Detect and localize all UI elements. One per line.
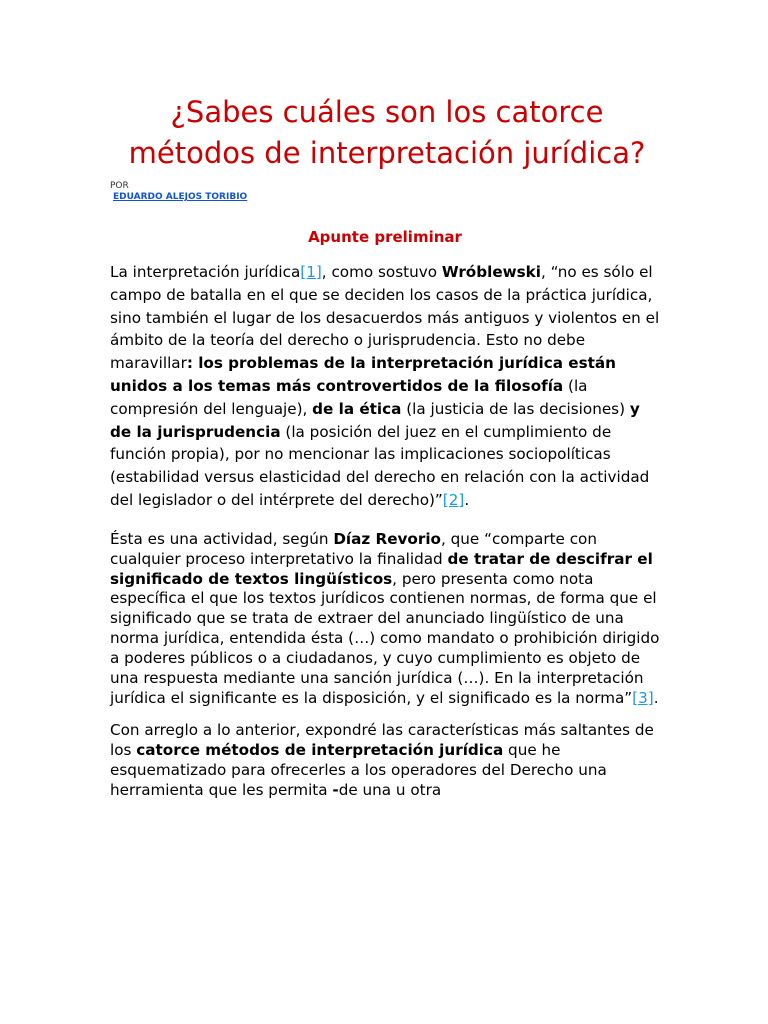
bold-text: - [332,780,339,799]
text: (la compresión del lenguaje), [110,376,588,418]
text: de una u otra [338,780,442,799]
text: (la justicia de las decisiones) [401,399,630,418]
text: , pero presenta como nota específica el que los textos jurídicos contienen normas, de forma que el significado que se trata de extraer del anunciado lingüístico de una norma jurídica, entendida ésta (…) como mandato o prohibición dirigido a poderes públicos o a ciudadanos, y cuyo cumplimiento es objeto de una respuesta mediante una sanción jurídica (…). En la interpretación jurídica el significante es la disposición, y el significado es la norma” [110,569,660,708]
text: La interpretación jurídica [110,263,301,281]
text: , como sostuvo [321,263,442,281]
text: que he esquematizado para ofrecerles a los operadores del Derecho una herramienta que les permita [110,740,607,799]
bold-text: Díaz Revorio [333,529,441,548]
bold-text: Wróblewski [441,263,541,281]
text: . [653,689,659,708]
bold-text: catorce métodos de interpretación jurídica [136,740,504,759]
text: . [464,490,470,509]
bold-text: y de la jurisprudencia [110,399,640,441]
text: Ésta es una actividad, según [110,529,334,548]
author-link[interactable]: EDUARDO ALEJOS TORIBIO [113,192,248,202]
byline [110,181,660,203]
text: , que “comparte con cualquier proceso interpretativo la finalidad [110,529,597,568]
bold-text: de la ética [312,399,402,418]
bold-text: : los problemas de la interpretación jurídica están unidos a los temas más controvertidos de la filosofía [110,354,616,395]
text: (la posición del juez en el cumplimiento de función propia), por no mencionar las implicaciones sociopolíticas (estabilidad versus elasticidad del derecho en relación con la actividad del legislador o del intérprete del derecho)” [110,422,650,509]
article-title: ¿Sabes cuáles son los catorce métodos de interpretación jurídica? [128,95,646,170]
section-heading: Apunte preliminar [308,228,462,246]
footnote-link-2[interactable]: [2] [442,490,465,509]
bold-text: de tratar de descifrar el significado de textos lingüísticos [110,549,653,588]
text: , “no es sólo el campo de batalla en el que se deciden los casos de la práctica jurídica, sino también el lugar de los desacuerdos más antiguos y violentos en el ámbito de la teoría del derecho o jurisprudencia. Esto no debe maravillar [110,263,660,373]
footnote-link-3[interactable]: [3] [632,689,654,708]
footnote-link-1[interactable]: [1] [300,263,322,281]
article [110,92,660,801]
text: Con arreglo a lo anterior, expondré las características más saltantes de los [110,720,654,759]
paragraph-3 [110,721,660,801]
paragraph-2 [110,530,660,709]
paragraph-1 [110,261,660,512]
byline-por: POR [110,181,129,191]
